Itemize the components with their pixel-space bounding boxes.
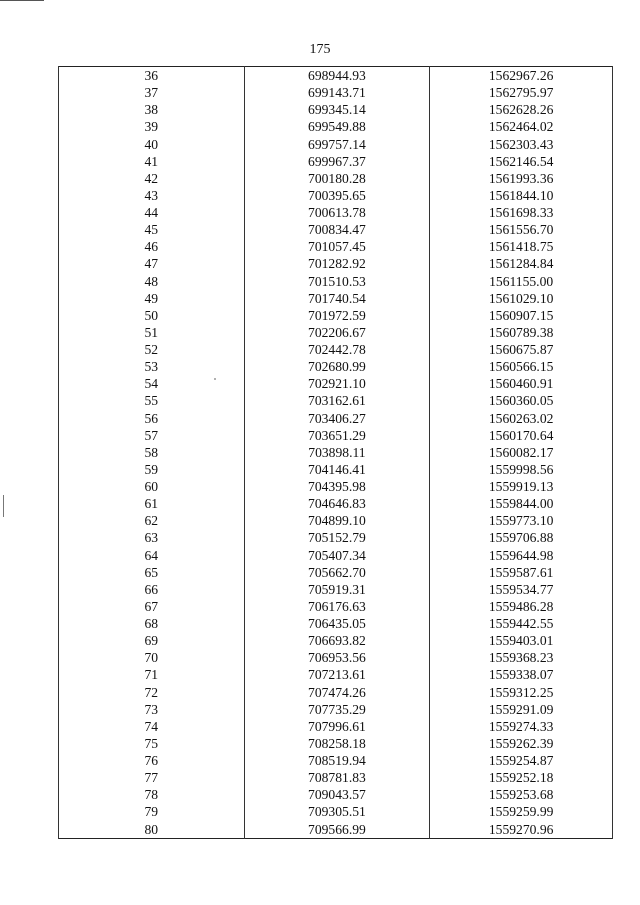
table-row — [59, 632, 613, 649]
table-row — [59, 392, 613, 409]
point-number-cell: 39 — [59, 118, 245, 135]
x-coordinate-cell: 698944.93 — [244, 67, 430, 85]
table-row — [59, 444, 613, 461]
point-number-cell: 42 — [59, 170, 245, 187]
x-coordinate-cell: 704146.41 — [244, 461, 430, 478]
x-coordinate-cell: 702680.99 — [244, 358, 430, 375]
point-number-cell: 36 — [59, 67, 245, 85]
point-number-cell: 74 — [59, 718, 245, 735]
point-number-cell: 47 — [59, 255, 245, 272]
y-coordinate-cell: 1561284.84 — [430, 255, 613, 272]
table-row — [59, 684, 613, 701]
y-coordinate-cell: 1560675.87 — [430, 341, 613, 358]
point-number-cell: 46 — [59, 238, 245, 255]
point-number-cell: 75 — [59, 735, 245, 752]
y-coordinate-cell: 1559274.33 — [430, 718, 613, 735]
point-number-cell: 50 — [59, 307, 245, 324]
table-row — [59, 564, 613, 581]
y-coordinate-cell: 1559403.01 — [430, 632, 613, 649]
x-coordinate-cell: 708519.94 — [244, 752, 430, 769]
y-coordinate-cell: 1559368.23 — [430, 649, 613, 666]
point-number-cell: 73 — [59, 701, 245, 718]
point-number-cell: 53 — [59, 358, 245, 375]
x-coordinate-cell: 708258.18 — [244, 735, 430, 752]
table-row — [59, 290, 613, 307]
y-coordinate-cell: 1559270.96 — [430, 821, 613, 839]
x-coordinate-cell: 706176.63 — [244, 598, 430, 615]
y-coordinate-cell: 1560360.05 — [430, 392, 613, 409]
table-row — [59, 410, 613, 427]
y-coordinate-cell: 1559587.61 — [430, 564, 613, 581]
point-number-cell: 41 — [59, 153, 245, 170]
table-row — [59, 375, 613, 392]
x-coordinate-cell: 703898.11 — [244, 444, 430, 461]
point-number-cell: 57 — [59, 427, 245, 444]
x-coordinate-cell: 701057.45 — [244, 238, 430, 255]
y-coordinate-cell: 1559338.07 — [430, 666, 613, 683]
table-row — [59, 358, 613, 375]
y-coordinate-cell: 1561698.33 — [430, 204, 613, 221]
scan-edge-top — [0, 0, 44, 4]
point-number-cell: 38 — [59, 101, 245, 118]
table-row — [59, 598, 613, 615]
x-coordinate-cell: 703651.29 — [244, 427, 430, 444]
x-coordinate-cell: 702442.78 — [244, 341, 430, 358]
y-coordinate-cell: 1562795.97 — [430, 84, 613, 101]
x-coordinate-cell: 705662.70 — [244, 564, 430, 581]
point-number-cell: 58 — [59, 444, 245, 461]
table-row — [59, 786, 613, 803]
point-number-cell: 67 — [59, 598, 245, 615]
x-coordinate-cell: 709305.51 — [244, 803, 430, 820]
y-coordinate-cell: 1559291.09 — [430, 701, 613, 718]
table-row — [59, 221, 613, 238]
x-coordinate-cell: 707213.61 — [244, 666, 430, 683]
point-number-cell: 72 — [59, 684, 245, 701]
table-row — [59, 238, 613, 255]
point-number-cell: 78 — [59, 786, 245, 803]
point-number-cell: 48 — [59, 273, 245, 290]
y-coordinate-cell: 1561844.10 — [430, 187, 613, 204]
y-coordinate-cell: 1561418.75 — [430, 238, 613, 255]
x-coordinate-cell: 700834.47 — [244, 221, 430, 238]
x-coordinate-cell: 701510.53 — [244, 273, 430, 290]
point-number-cell: 40 — [59, 136, 245, 153]
y-coordinate-cell: 1562628.26 — [430, 101, 613, 118]
point-number-cell: 49 — [59, 290, 245, 307]
y-coordinate-cell: 1560789.38 — [430, 324, 613, 341]
y-coordinate-cell: 1562464.02 — [430, 118, 613, 135]
table-row — [59, 478, 613, 495]
x-coordinate-cell: 704395.98 — [244, 478, 430, 495]
x-coordinate-cell: 701740.54 — [244, 290, 430, 307]
y-coordinate-cell: 1560907.15 — [430, 307, 613, 324]
table-row — [59, 136, 613, 153]
x-coordinate-cell: 705407.34 — [244, 547, 430, 564]
x-coordinate-cell: 700613.78 — [244, 204, 430, 221]
y-coordinate-cell: 1560460.91 — [430, 375, 613, 392]
table-row — [59, 649, 613, 666]
y-coordinate-cell: 1560263.02 — [430, 410, 613, 427]
x-coordinate-cell: 699967.37 — [244, 153, 430, 170]
x-coordinate-cell: 699757.14 — [244, 136, 430, 153]
table-row — [59, 701, 613, 718]
table-row — [59, 803, 613, 820]
point-number-cell: 80 — [59, 821, 245, 839]
point-number-cell: 66 — [59, 581, 245, 598]
point-number-cell: 63 — [59, 529, 245, 546]
point-number-cell: 77 — [59, 769, 245, 786]
table-row — [59, 170, 613, 187]
x-coordinate-cell: 707474.26 — [244, 684, 430, 701]
table-row — [59, 547, 613, 564]
y-coordinate-cell: 1559534.77 — [430, 581, 613, 598]
y-coordinate-cell: 1559486.28 — [430, 598, 613, 615]
x-coordinate-cell: 704646.83 — [244, 495, 430, 512]
x-coordinate-cell: 709566.99 — [244, 821, 430, 839]
y-coordinate-cell: 1561556.70 — [430, 221, 613, 238]
table-row — [59, 581, 613, 598]
table-row — [59, 341, 613, 358]
x-coordinate-cell: 703162.61 — [244, 392, 430, 409]
x-coordinate-cell: 705919.31 — [244, 581, 430, 598]
x-coordinate-cell: 708781.83 — [244, 769, 430, 786]
table-row — [59, 204, 613, 221]
point-number-cell: 45 — [59, 221, 245, 238]
point-number-cell: 76 — [59, 752, 245, 769]
x-coordinate-cell: 702921.10 — [244, 375, 430, 392]
x-coordinate-cell: 709043.57 — [244, 786, 430, 803]
table-row — [59, 615, 613, 632]
y-coordinate-cell: 1561029.10 — [430, 290, 613, 307]
y-coordinate-cell: 1562303.43 — [430, 136, 613, 153]
table-row — [59, 666, 613, 683]
table-row — [59, 187, 613, 204]
x-coordinate-cell: 707996.61 — [244, 718, 430, 735]
scan-edge-left — [3, 495, 4, 517]
x-coordinate-cell: 706435.05 — [244, 615, 430, 632]
x-coordinate-cell: 705152.79 — [244, 529, 430, 546]
table-row — [59, 101, 613, 118]
y-coordinate-cell: 1559259.99 — [430, 803, 613, 820]
coordinates-table-body — [59, 67, 613, 839]
point-number-cell: 54 — [59, 375, 245, 392]
table-row — [59, 512, 613, 529]
table-row — [59, 495, 613, 512]
table-row — [59, 255, 613, 272]
y-coordinate-cell: 1562967.26 — [430, 67, 613, 85]
y-coordinate-cell: 1559253.68 — [430, 786, 613, 803]
y-coordinate-cell: 1559919.13 — [430, 478, 613, 495]
y-coordinate-cell: 1559773.10 — [430, 512, 613, 529]
y-coordinate-cell: 1559262.39 — [430, 735, 613, 752]
table-row — [59, 461, 613, 478]
point-number-cell: 44 — [59, 204, 245, 221]
y-coordinate-cell: 1559312.25 — [430, 684, 613, 701]
table-row — [59, 67, 613, 85]
point-number-cell: 65 — [59, 564, 245, 581]
table-row — [59, 324, 613, 341]
y-coordinate-cell: 1559254.87 — [430, 752, 613, 769]
point-number-cell: 71 — [59, 666, 245, 683]
y-coordinate-cell: 1560170.64 — [430, 427, 613, 444]
point-number-cell: 37 — [59, 84, 245, 101]
x-coordinate-cell: 700395.65 — [244, 187, 430, 204]
table-row — [59, 752, 613, 769]
y-coordinate-cell: 1559252.18 — [430, 769, 613, 786]
x-coordinate-cell: 706953.56 — [244, 649, 430, 666]
x-coordinate-cell: 702206.67 — [244, 324, 430, 341]
x-coordinate-cell: 700180.28 — [244, 170, 430, 187]
x-coordinate-cell: 699143.71 — [244, 84, 430, 101]
y-coordinate-cell: 1562146.54 — [430, 153, 613, 170]
page-number: 175 — [309, 42, 331, 57]
table-row — [59, 118, 613, 135]
x-coordinate-cell: 699549.88 — [244, 118, 430, 135]
table-row — [59, 307, 613, 324]
table-row — [59, 718, 613, 735]
point-number-cell: 56 — [59, 410, 245, 427]
y-coordinate-cell: 1559644.98 — [430, 547, 613, 564]
table-row — [59, 529, 613, 546]
y-coordinate-cell: 1559442.55 — [430, 615, 613, 632]
point-number-cell: 59 — [59, 461, 245, 478]
point-number-cell: 52 — [59, 341, 245, 358]
point-number-cell: 60 — [59, 478, 245, 495]
table-row — [59, 273, 613, 290]
y-coordinate-cell: 1559998.56 — [430, 461, 613, 478]
point-number-cell: 70 — [59, 649, 245, 666]
x-coordinate-cell: 706693.82 — [244, 632, 430, 649]
table-row — [59, 153, 613, 170]
table-row — [59, 769, 613, 786]
x-coordinate-cell: 699345.14 — [244, 101, 430, 118]
point-number-cell: 51 — [59, 324, 245, 341]
y-coordinate-cell: 1561993.36 — [430, 170, 613, 187]
x-coordinate-cell: 707735.29 — [244, 701, 430, 718]
table-row — [59, 427, 613, 444]
point-number-cell: 55 — [59, 392, 245, 409]
y-coordinate-cell: 1560566.15 — [430, 358, 613, 375]
x-coordinate-cell: 704899.10 — [244, 512, 430, 529]
table-row — [59, 84, 613, 101]
coordinates-table — [58, 66, 613, 839]
x-coordinate-cell: 701972.59 — [244, 307, 430, 324]
y-coordinate-cell: 1559706.88 — [430, 529, 613, 546]
point-number-cell: 43 — [59, 187, 245, 204]
y-coordinate-cell: 1560082.17 — [430, 444, 613, 461]
x-coordinate-cell: 701282.92 — [244, 255, 430, 272]
table-row — [59, 735, 613, 752]
point-number-cell: 69 — [59, 632, 245, 649]
point-number-cell: 64 — [59, 547, 245, 564]
x-coordinate-cell: 703406.27 — [244, 410, 430, 427]
y-coordinate-cell: 1559844.00 — [430, 495, 613, 512]
table-row — [59, 821, 613, 839]
point-number-cell: 61 — [59, 495, 245, 512]
y-coordinate-cell: 1561155.00 — [430, 273, 613, 290]
point-number-cell: 68 — [59, 615, 245, 632]
point-number-cell: 79 — [59, 803, 245, 820]
point-number-cell: 62 — [59, 512, 245, 529]
